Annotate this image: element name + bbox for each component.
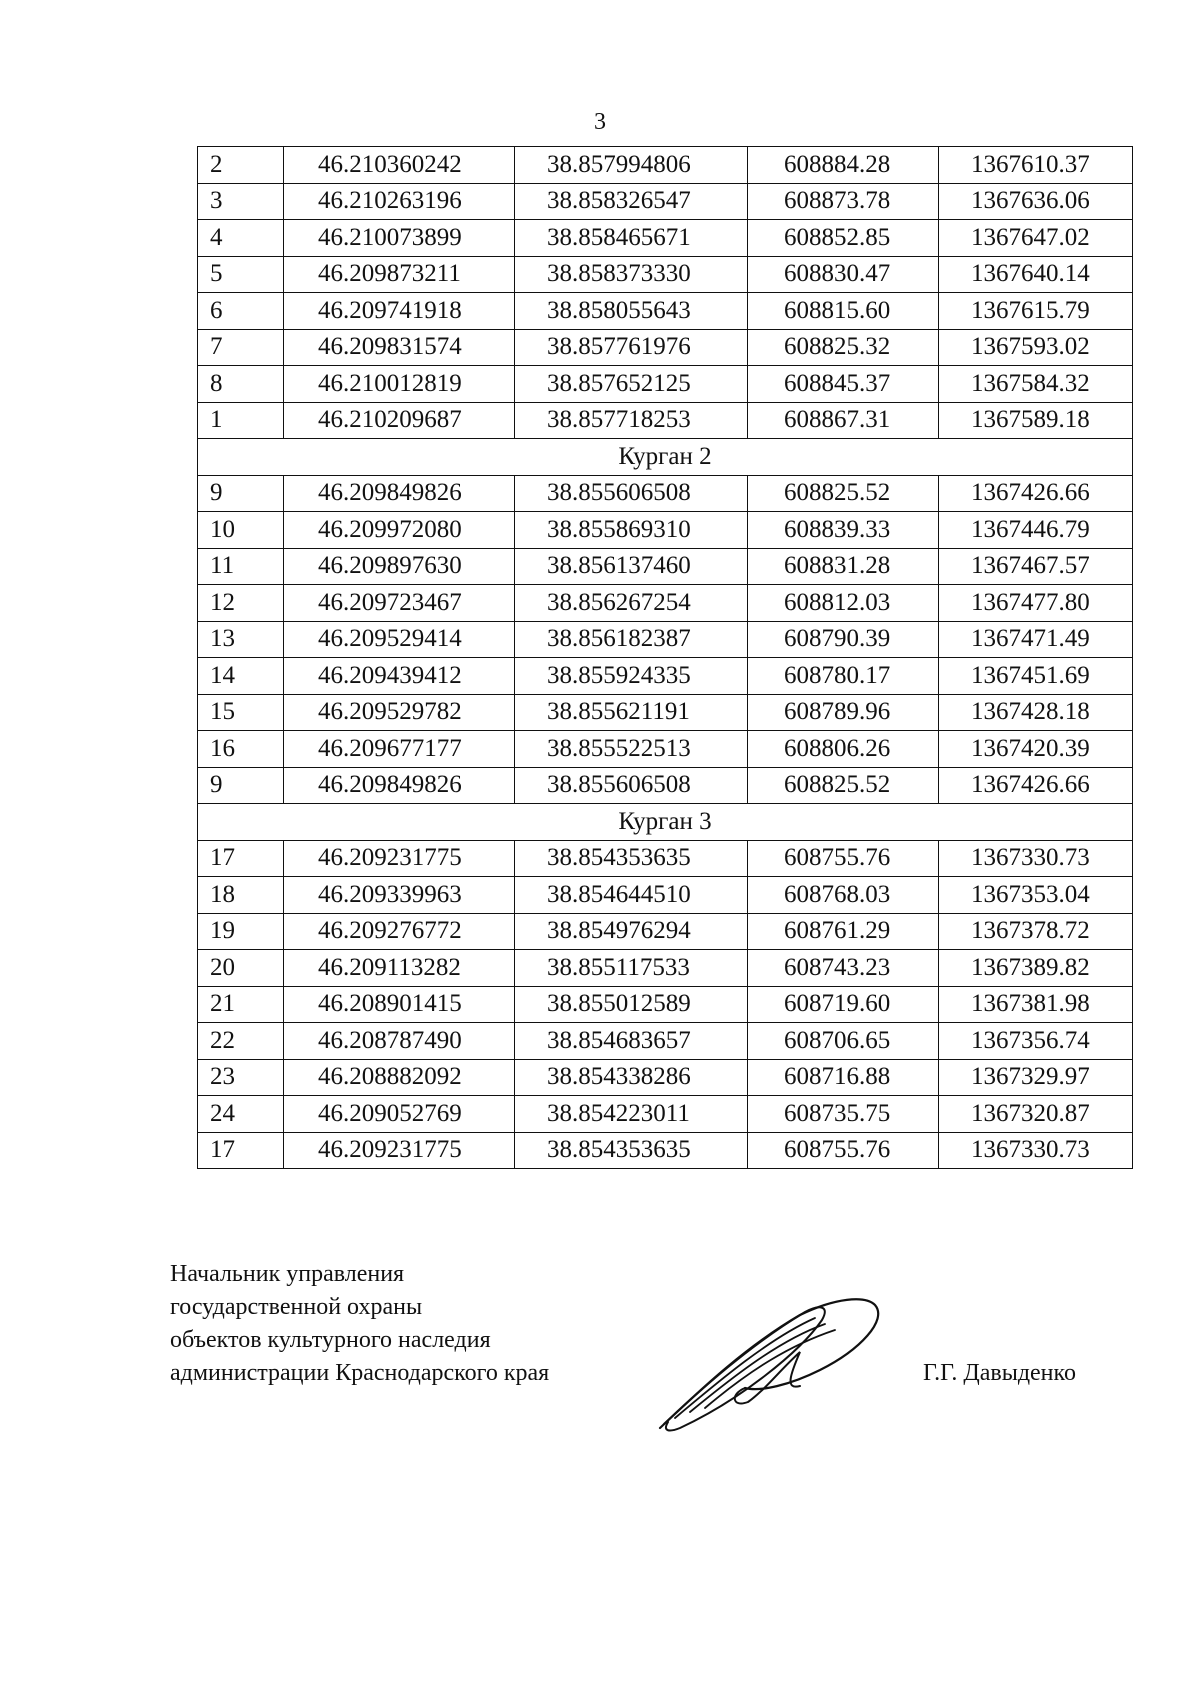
- x-coordinate-cell: 608852.85: [748, 220, 939, 257]
- x-coordinate-cell: 608825.52: [748, 767, 939, 804]
- point-number-cell: 21: [198, 986, 284, 1023]
- x-coordinate-cell: 608755.76: [748, 1132, 939, 1169]
- table-row: [198, 1059, 1133, 1096]
- longitude-cell: 38.857994806: [515, 147, 748, 184]
- point-number-cell: 22: [198, 1023, 284, 1060]
- y-coordinate-cell: 1367381.98: [939, 986, 1133, 1023]
- latitude-cell: 46.210263196: [284, 183, 515, 220]
- longitude-cell: 38.855621191: [515, 694, 748, 731]
- y-coordinate-cell: 1367615.79: [939, 293, 1133, 330]
- y-coordinate-cell: 1367426.66: [939, 767, 1133, 804]
- latitude-cell: 46.208787490: [284, 1023, 515, 1060]
- y-coordinate-cell: 1367477.80: [939, 585, 1133, 622]
- table-row: [198, 694, 1133, 731]
- y-coordinate-cell: 1367589.18: [939, 402, 1133, 439]
- point-number-cell: 14: [198, 658, 284, 695]
- latitude-cell: 46.209849826: [284, 767, 515, 804]
- point-number-cell: 20: [198, 950, 284, 987]
- x-coordinate-cell: 608755.76: [748, 840, 939, 877]
- y-coordinate-cell: 1367420.39: [939, 731, 1133, 768]
- latitude-cell: 46.209439412: [284, 658, 515, 695]
- point-number-cell: 17: [198, 1132, 284, 1169]
- latitude-cell: 46.209831574: [284, 329, 515, 366]
- longitude-cell: 38.854644510: [515, 877, 748, 914]
- table-row: [198, 329, 1133, 366]
- table-row: [198, 621, 1133, 658]
- longitude-cell: 38.855869310: [515, 512, 748, 549]
- latitude-cell: 46.209741918: [284, 293, 515, 330]
- x-coordinate-cell: 608845.37: [748, 366, 939, 403]
- section-header-row: [198, 439, 1133, 476]
- x-coordinate-cell: 608884.28: [748, 147, 939, 184]
- latitude-cell: 46.209276772: [284, 913, 515, 950]
- signatory-title-line: государственной охраны: [170, 1294, 423, 1320]
- x-coordinate-cell: 608825.52: [748, 475, 939, 512]
- signatory-title-line: администрации Краснодарского края: [170, 1360, 550, 1386]
- x-coordinate-cell: 608806.26: [748, 731, 939, 768]
- x-coordinate-cell: 608839.33: [748, 512, 939, 549]
- latitude-cell: 46.210360242: [284, 147, 515, 184]
- signatory-name: Г.Г. Давыденко: [923, 1360, 1076, 1386]
- y-coordinate-cell: 1367330.73: [939, 1132, 1133, 1169]
- table-row: [198, 220, 1133, 257]
- y-coordinate-cell: 1367584.32: [939, 366, 1133, 403]
- point-number-cell: 6: [198, 293, 284, 330]
- table-row: [198, 585, 1133, 622]
- latitude-cell: 46.209723467: [284, 585, 515, 622]
- latitude-cell: 46.210073899: [284, 220, 515, 257]
- latitude-cell: 46.209873211: [284, 256, 515, 293]
- latitude-cell: 46.208882092: [284, 1059, 515, 1096]
- table-row: [198, 402, 1133, 439]
- point-number-cell: 16: [198, 731, 284, 768]
- table-row: [198, 293, 1133, 330]
- point-number-cell: 11: [198, 548, 284, 585]
- table-row: [198, 1023, 1133, 1060]
- latitude-cell: 46.209529782: [284, 694, 515, 731]
- longitude-cell: 38.858055643: [515, 293, 748, 330]
- signatory-title-line: Начальник управления: [170, 1261, 405, 1287]
- longitude-cell: 38.857761976: [515, 329, 748, 366]
- latitude-cell: 46.210012819: [284, 366, 515, 403]
- signatory-title: [170, 1258, 549, 1390]
- point-number-cell: 18: [198, 877, 284, 914]
- y-coordinate-cell: 1367330.73: [939, 840, 1133, 877]
- point-number-cell: 19: [198, 913, 284, 950]
- latitude-cell: 46.209231775: [284, 1132, 515, 1169]
- point-number-cell: 15: [198, 694, 284, 731]
- longitude-cell: 38.855012589: [515, 986, 748, 1023]
- table-row: [198, 475, 1133, 512]
- longitude-cell: 38.856267254: [515, 585, 748, 622]
- longitude-cell: 38.854976294: [515, 913, 748, 950]
- section-label: Курган 3: [198, 804, 1133, 841]
- longitude-cell: 38.855522513: [515, 731, 748, 768]
- table-row: [198, 658, 1133, 695]
- latitude-cell: 46.209529414: [284, 621, 515, 658]
- y-coordinate-cell: 1367378.72: [939, 913, 1133, 950]
- y-coordinate-cell: 1367593.02: [939, 329, 1133, 366]
- longitude-cell: 38.856137460: [515, 548, 748, 585]
- latitude-cell: 46.209849826: [284, 475, 515, 512]
- y-coordinate-cell: 1367446.79: [939, 512, 1133, 549]
- point-number-cell: 8: [198, 366, 284, 403]
- y-coordinate-cell: 1367356.74: [939, 1023, 1133, 1060]
- x-coordinate-cell: 608706.65: [748, 1023, 939, 1060]
- point-number-cell: 3: [198, 183, 284, 220]
- point-number-cell: 7: [198, 329, 284, 366]
- y-coordinate-cell: 1367428.18: [939, 694, 1133, 731]
- table-row: [198, 1096, 1133, 1133]
- longitude-cell: 38.855606508: [515, 475, 748, 512]
- y-coordinate-cell: 1367647.02: [939, 220, 1133, 257]
- x-coordinate-cell: 608831.28: [748, 548, 939, 585]
- table-row: [198, 256, 1133, 293]
- point-number-cell: 24: [198, 1096, 284, 1133]
- point-number-cell: 4: [198, 220, 284, 257]
- y-coordinate-cell: 1367329.97: [939, 1059, 1133, 1096]
- point-number-cell: 9: [198, 767, 284, 804]
- table-row: [198, 147, 1133, 184]
- section-label: Курган 2: [198, 439, 1133, 476]
- longitude-cell: 38.855606508: [515, 767, 748, 804]
- longitude-cell: 38.854353635: [515, 1132, 748, 1169]
- x-coordinate-cell: 608867.31: [748, 402, 939, 439]
- table-row: [198, 512, 1133, 549]
- table-row: [198, 986, 1133, 1023]
- x-coordinate-cell: 608789.96: [748, 694, 939, 731]
- longitude-cell: 38.858326547: [515, 183, 748, 220]
- table-row: [198, 731, 1133, 768]
- handwritten-signature-icon: [650, 1290, 900, 1440]
- point-number-cell: 9: [198, 475, 284, 512]
- x-coordinate-cell: 608812.03: [748, 585, 939, 622]
- y-coordinate-cell: 1367451.69: [939, 658, 1133, 695]
- y-coordinate-cell: 1367467.57: [939, 548, 1133, 585]
- table-row: [198, 183, 1133, 220]
- table-row: [198, 1132, 1133, 1169]
- x-coordinate-cell: 608716.88: [748, 1059, 939, 1096]
- x-coordinate-cell: 608768.03: [748, 877, 939, 914]
- latitude-cell: 46.209113282: [284, 950, 515, 987]
- latitude-cell: 46.209231775: [284, 840, 515, 877]
- longitude-cell: 38.858465671: [515, 220, 748, 257]
- x-coordinate-cell: 608735.75: [748, 1096, 939, 1133]
- longitude-cell: 38.854683657: [515, 1023, 748, 1060]
- x-coordinate-cell: 608790.39: [748, 621, 939, 658]
- longitude-cell: 38.855924335: [515, 658, 748, 695]
- table-row: [198, 767, 1133, 804]
- x-coordinate-cell: 608873.78: [748, 183, 939, 220]
- coordinates-table-body: [198, 147, 1133, 1169]
- y-coordinate-cell: 1367426.66: [939, 475, 1133, 512]
- coordinates-table: [197, 146, 1133, 1169]
- latitude-cell: 46.209339963: [284, 877, 515, 914]
- x-coordinate-cell: 608761.29: [748, 913, 939, 950]
- longitude-cell: 38.858373330: [515, 256, 748, 293]
- longitude-cell: 38.857718253: [515, 402, 748, 439]
- table-row: [198, 366, 1133, 403]
- latitude-cell: 46.208901415: [284, 986, 515, 1023]
- point-number-cell: 1: [198, 402, 284, 439]
- latitude-cell: 46.209052769: [284, 1096, 515, 1133]
- table-row: [198, 913, 1133, 950]
- table-row: [198, 950, 1133, 987]
- x-coordinate-cell: 608825.32: [748, 329, 939, 366]
- section-header-row: [198, 804, 1133, 841]
- x-coordinate-cell: 608815.60: [748, 293, 939, 330]
- latitude-cell: 46.209677177: [284, 731, 515, 768]
- longitude-cell: 38.855117533: [515, 950, 748, 987]
- longitude-cell: 38.854353635: [515, 840, 748, 877]
- x-coordinate-cell: 608719.60: [748, 986, 939, 1023]
- latitude-cell: 46.209897630: [284, 548, 515, 585]
- table-row: [198, 877, 1133, 914]
- point-number-cell: 17: [198, 840, 284, 877]
- x-coordinate-cell: 608780.17: [748, 658, 939, 695]
- page-number: 3: [594, 109, 606, 135]
- point-number-cell: 12: [198, 585, 284, 622]
- y-coordinate-cell: 1367636.06: [939, 183, 1133, 220]
- y-coordinate-cell: 1367610.37: [939, 147, 1133, 184]
- y-coordinate-cell: 1367320.87: [939, 1096, 1133, 1133]
- table-row: [198, 840, 1133, 877]
- point-number-cell: 5: [198, 256, 284, 293]
- y-coordinate-cell: 1367640.14: [939, 256, 1133, 293]
- point-number-cell: 2: [198, 147, 284, 184]
- y-coordinate-cell: 1367471.49: [939, 621, 1133, 658]
- longitude-cell: 38.857652125: [515, 366, 748, 403]
- longitude-cell: 38.854338286: [515, 1059, 748, 1096]
- latitude-cell: 46.210209687: [284, 402, 515, 439]
- latitude-cell: 46.209972080: [284, 512, 515, 549]
- point-number-cell: 13: [198, 621, 284, 658]
- y-coordinate-cell: 1367353.04: [939, 877, 1133, 914]
- signatory-title-line: объектов культурного наследия: [170, 1327, 491, 1353]
- y-coordinate-cell: 1367389.82: [939, 950, 1133, 987]
- longitude-cell: 38.856182387: [515, 621, 748, 658]
- x-coordinate-cell: 608743.23: [748, 950, 939, 987]
- table-row: [198, 548, 1133, 585]
- longitude-cell: 38.854223011: [515, 1096, 748, 1133]
- point-number-cell: 23: [198, 1059, 284, 1096]
- point-number-cell: 10: [198, 512, 284, 549]
- x-coordinate-cell: 608830.47: [748, 256, 939, 293]
